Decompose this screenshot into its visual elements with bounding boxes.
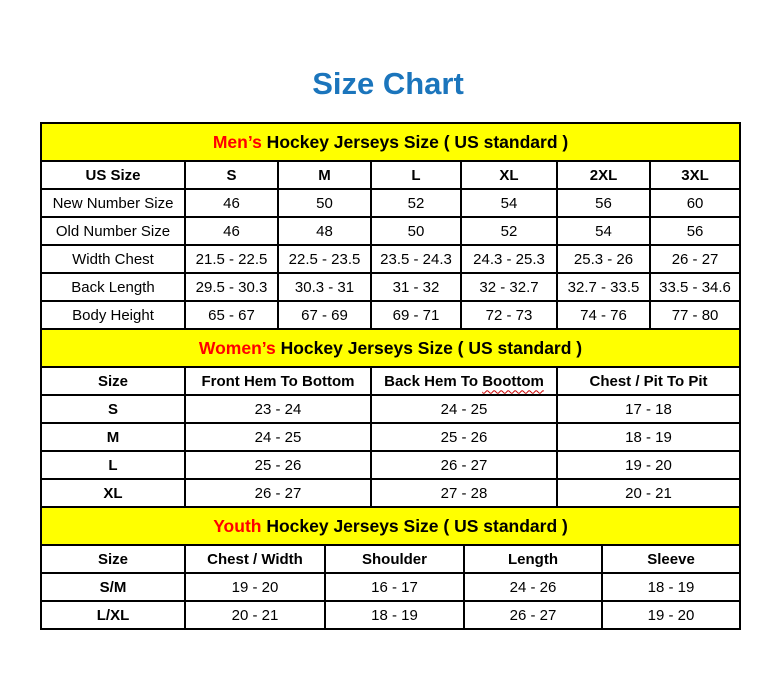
mens-cell: 32 - 32.7 [461,273,557,301]
youth-cell: 18 - 19 [325,601,464,629]
womens-row-label: L [41,451,185,479]
mens-cell: 23.5 - 24.3 [371,245,461,273]
mens-row-label: Old Number Size [41,217,185,245]
mens-col-2xl: 2XL [557,161,650,189]
mens-cell: 29.5 - 30.3 [185,273,278,301]
youth-row-label: S/M [41,573,185,601]
mens-cell: 31 - 32 [371,273,461,301]
mens-col-3xl: 3XL [650,161,740,189]
womens-col-back-hem-typo: Boottom [482,372,544,390]
table-row [41,273,740,301]
womens-row-label: M [41,423,185,451]
womens-col-back-hem-prefix: Back Hem To [384,372,483,390]
mens-banner-text: Hockey Jerseys Size ( US standard ) [261,131,569,152]
size-tables-container [40,122,739,630]
mens-size-table [40,122,741,330]
mens-cell: 52 [371,189,461,217]
youth-col-size: Size [41,545,185,573]
mens-cell: 30.3 - 31 [278,273,371,301]
mens-row-label: Body Height [41,301,185,329]
youth-cell: 19 - 20 [602,601,740,629]
womens-col-size: Size [41,367,185,395]
mens-cell: 72 - 73 [461,301,557,329]
womens-cell: 23 - 24 [185,395,371,423]
table-row [41,423,740,451]
mens-cell: 60 [650,189,740,217]
youth-banner-highlight: Youth [213,515,262,536]
mens-cell: 67 - 69 [278,301,371,329]
mens-cell: 24.3 - 25.3 [461,245,557,273]
womens-banner [41,329,740,367]
mens-col-us-size: US Size [41,161,185,189]
womens-row-label: S [41,395,185,423]
womens-banner-text: Hockey Jerseys Size ( US standard ) [275,337,583,358]
youth-banner-row [41,507,740,545]
youth-banner-text: Hockey Jerseys Size ( US standard ) [261,515,568,536]
womens-size-table [40,328,741,508]
mens-cell: 52 [461,217,557,245]
youth-size-table [40,506,741,630]
youth-cell: 18 - 19 [602,573,740,601]
mens-row-label: Back Length [41,273,185,301]
womens-cell: 24 - 25 [185,423,371,451]
womens-banner-highlight: Women’s [198,337,276,358]
youth-cell: 26 - 27 [464,601,602,629]
table-row [41,479,740,507]
mens-row-label: New Number Size [41,189,185,217]
mens-cell: 46 [185,189,278,217]
mens-cell: 33.5 - 34.6 [650,273,740,301]
womens-cell: 26 - 27 [371,451,557,479]
womens-col-chest: Chest / Pit To Pit [557,367,740,395]
womens-header-row [41,367,740,395]
page-title: Size Chart [312,66,464,101]
mens-cell: 65 - 67 [185,301,278,329]
mens-row-label: Width Chest [41,245,185,273]
table-row [41,601,740,629]
womens-cell: 24 - 25 [371,395,557,423]
youth-banner [41,507,740,545]
mens-cell: 56 [650,217,740,245]
mens-cell: 54 [461,189,557,217]
mens-cell: 77 - 80 [650,301,740,329]
youth-cell: 16 - 17 [325,573,464,601]
mens-cell: 21.5 - 22.5 [185,245,278,273]
mens-col-m: M [278,161,371,189]
mens-cell: 74 - 76 [557,301,650,329]
mens-cell: 50 [371,217,461,245]
mens-banner-highlight: Men’s [212,131,262,152]
mens-cell: 26 - 27 [650,245,740,273]
womens-cell: 18 - 19 [557,423,740,451]
youth-cell: 24 - 26 [464,573,602,601]
mens-cell: 50 [278,189,371,217]
mens-banner [41,123,740,161]
mens-cell: 32.7 - 33.5 [557,273,650,301]
mens-col-l: L [371,161,461,189]
womens-col-back-hem [371,367,557,395]
womens-cell: 27 - 28 [371,479,557,507]
mens-cell: 56 [557,189,650,217]
youth-row-label: L/XL [41,601,185,629]
youth-cell: 20 - 21 [185,601,325,629]
mens-cell: 22.5 - 23.5 [278,245,371,273]
mens-cell: 25.3 - 26 [557,245,650,273]
womens-cell: 25 - 26 [371,423,557,451]
womens-cell: 26 - 27 [185,479,371,507]
womens-banner-row [41,329,740,367]
mens-header-row [41,161,740,189]
mens-col-xl: XL [461,161,557,189]
youth-col-length: Length [464,545,602,573]
table-row [41,245,740,273]
table-row [41,189,740,217]
table-row [41,573,740,601]
womens-col-front-hem: Front Hem To Bottom [185,367,371,395]
mens-col-s: S [185,161,278,189]
mens-cell: 69 - 71 [371,301,461,329]
womens-cell: 25 - 26 [185,451,371,479]
table-row [41,451,740,479]
youth-col-chest-width: Chest / Width [185,545,325,573]
table-row [41,217,740,245]
mens-cell: 48 [278,217,371,245]
youth-col-shoulder: Shoulder [325,545,464,573]
womens-cell: 17 - 18 [557,395,740,423]
mens-cell: 46 [185,217,278,245]
mens-banner-row [41,123,740,161]
youth-header-row [41,545,740,573]
womens-cell: 20 - 21 [557,479,740,507]
table-row [41,395,740,423]
table-row [41,301,740,329]
womens-cell: 19 - 20 [557,451,740,479]
mens-cell: 54 [557,217,650,245]
youth-col-sleeve: Sleeve [602,545,740,573]
womens-row-label: XL [41,479,185,507]
youth-cell: 19 - 20 [185,573,325,601]
